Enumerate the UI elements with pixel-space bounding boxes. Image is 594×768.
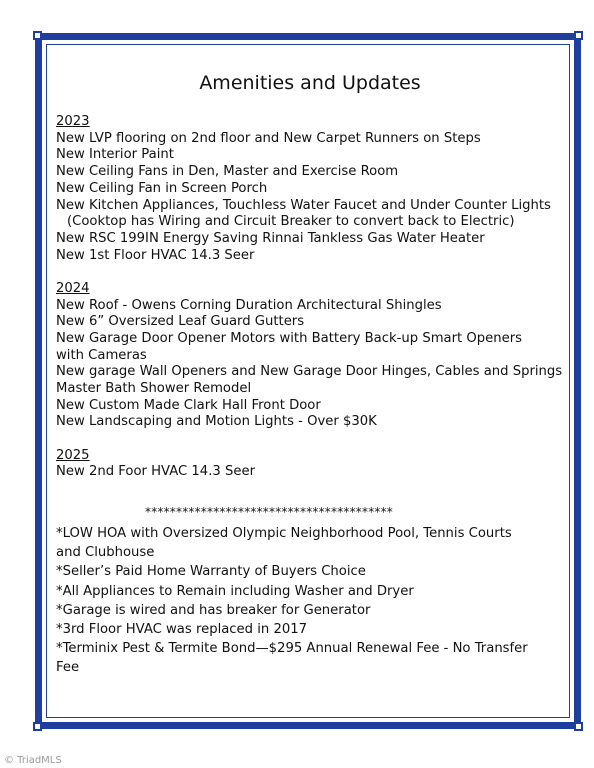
updates-list bbox=[56, 114, 563, 481]
year-heading-2025: 2025 bbox=[56, 447, 90, 463]
list-item: New Roof - Owens Corning Duration Architectural Shingles bbox=[56, 297, 442, 313]
note-item: *Garage is wired and has breaker for Generator bbox=[56, 602, 371, 618]
year-heading-2024: 2024 bbox=[56, 280, 90, 296]
corner-ornament bbox=[33, 31, 42, 40]
list-item: New 2nd Foor HVAC 14.3 Seer bbox=[56, 464, 255, 480]
corner-ornament bbox=[33, 722, 42, 731]
list-item: New Custom Made Clark Hall Front Door bbox=[56, 397, 321, 413]
list-item-note: (Cooktop has Wiring and Circuit Breaker to convert back to Electric) bbox=[67, 214, 515, 230]
watermark: © TriadMLS bbox=[4, 755, 62, 766]
note-item: *All Appliances to Remain including Washer and Dryer bbox=[56, 583, 414, 599]
list-item: New 6” Oversized Leaf Guard Gutters bbox=[56, 314, 305, 330]
list-item: New 1st Floor HVAC 14.3 Seer bbox=[56, 247, 255, 263]
corner-ornament bbox=[574, 722, 583, 731]
list-item: Master Bath Shower Remodel bbox=[56, 381, 252, 397]
note-item: *Seller’s Paid Home Warranty of Buyers Choice bbox=[56, 564, 366, 580]
list-item: New Landscaping and Motion Lights - Over $30K bbox=[56, 414, 377, 430]
list-item: New Ceiling Fans in Den, Master and Exercise Room bbox=[56, 164, 399, 180]
list-item: New Interior Paint bbox=[56, 147, 174, 163]
list-item: New garage Wall Openers and New Garage Door Hinges, Cables and Springs bbox=[56, 364, 563, 380]
note-item: *Terminix Pest & Termite Bond—$295 Annual Renewal Fee - No Transfer Fee bbox=[56, 641, 528, 676]
list-item: New RSC 199IN Energy Saving Rinnai Tankless Gas Water Heater bbox=[56, 230, 485, 246]
notes-list bbox=[56, 524, 536, 678]
note-item: *LOW HOA with Oversized Olympic Neighborhood Pool, Tennis Courts and Clubhouse bbox=[56, 526, 512, 561]
list-item: New Kitchen Appliances, Touchless Water Faucet and Under Counter Lights bbox=[56, 197, 551, 213]
list-item: New Garage Door Opener Motors with Battery Back-up Smart Openers with Cameras bbox=[56, 330, 523, 363]
list-item: New Ceiling Fan in Screen Porch bbox=[56, 180, 268, 196]
corner-ornament bbox=[574, 31, 583, 40]
separator: **************************************** bbox=[145, 505, 393, 519]
year-heading-2023: 2023 bbox=[56, 114, 90, 129]
page-title: Amenities and Updates bbox=[199, 72, 421, 94]
list-item: New LVP flooring on 2nd floor and New Carpet Runners on Steps bbox=[56, 130, 481, 146]
note-item: *3rd Floor HVAC was replaced in 2017 bbox=[56, 622, 308, 638]
